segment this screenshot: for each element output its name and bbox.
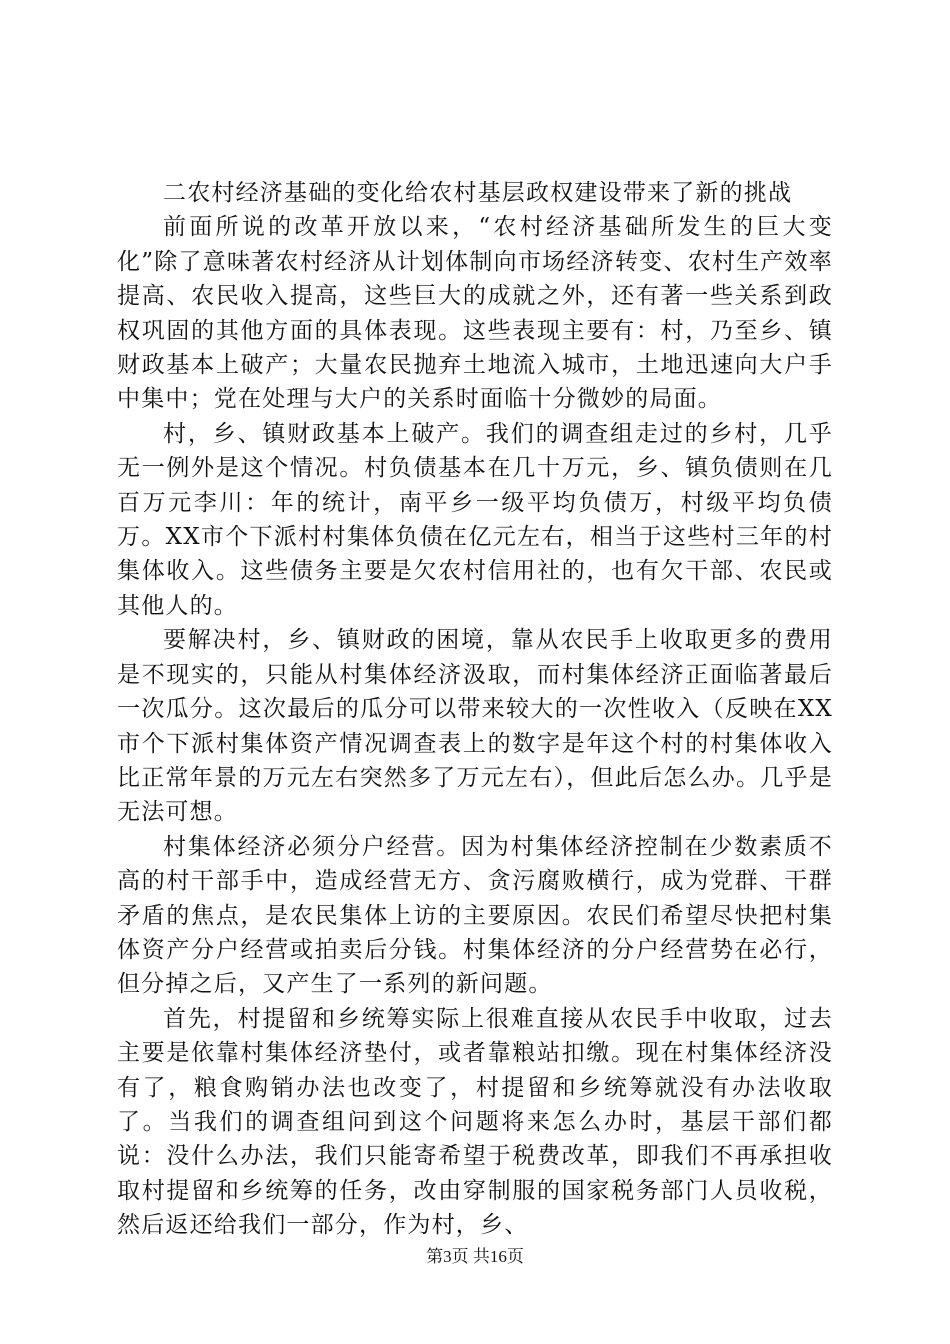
- body-paragraph: 村，乡、镇财政基本上破产。我们的调查组走过的乡村，几乎无一例外是这个情况。村负债基本在几十万元，乡、镇负债则在几百万元李川：年的统计，南平乡一级平均负债万，村级平均负债万。XX市个下派村村集体负债在亿元左右，相当于这些村三年的村集体收入。这些债务主要是欠农村信用社的，也有欠干部、农民或其他人的。: [117, 420, 833, 619]
- body-paragraph: 村集体经济必须分户经营。因为村集体经济控制在少数素质不高的村干部手中，造成经营无方、贪污腐败横行，成为党群、干群矛盾的焦点，是农民集体上访的主要原因。农民们希望尽快把村集体资产分户经营或拍卖后分钱。村集体经济的分户经营势在必行，但分掉之后，又产生了一系列的新问题。: [117, 833, 833, 998]
- section-heading: 二农村经济基础的变化给农村基层政权建设带来了新的挑战: [163, 180, 793, 206]
- page-footer: 第3页 共16页: [426, 1247, 524, 1266]
- body-paragraph: 要解决村，乡、镇财政的困境，靠从农民手上收取更多的费用是不现实的，只能从村集体经济汲取，而村集体经济正面临著最后一次瓜分。这次最后的瓜分可以带来较大的一次性收入（反映在XX市个下派村集体资产情况调查表上的数字是年这个村的村集体收入比正常年景的万元左右突然多了万元左右），但此后怎么办。几乎是无法可想。: [117, 627, 833, 826]
- document-body: [117, 176, 833, 1243]
- body-paragraph: 首先，村提留和乡统筹实际上很难直接从农民手中收取，过去主要是依靠村集体经济垫付，或者靠粮站扣缴。现在村集体经济没有了，粮食购销办法也改变了，村提留和乡统筹就没有办法收取了。当我们的调查组问到这个问题将来怎么办时，基层干部们都说：没什么办法，我们只能寄希望于税费改革，即我们不再承担收取村提留和乡统筹的任务，改由穿制服的国家税务部门人员收税，然后返还给我们一部分，作为村，乡、: [117, 1005, 833, 1239]
- body-paragraph: 前面所说的改革开放以来，“农村经济基础所发生的巨大变化”除了意味著农村经济从计划体制向市场经济转变、农村生产效率提高、农民收入提高，这些巨大的成就之外，还有著一些关系到政权巩固的其他方面的具体表现。这些表现主要有：村，乃至乡、镇财政基本上破产；大量农民抛弃土地流入城市，土地迅速向大户手中集中；党在处理与大户的关系时面临十分微妙的局面。: [117, 214, 833, 413]
